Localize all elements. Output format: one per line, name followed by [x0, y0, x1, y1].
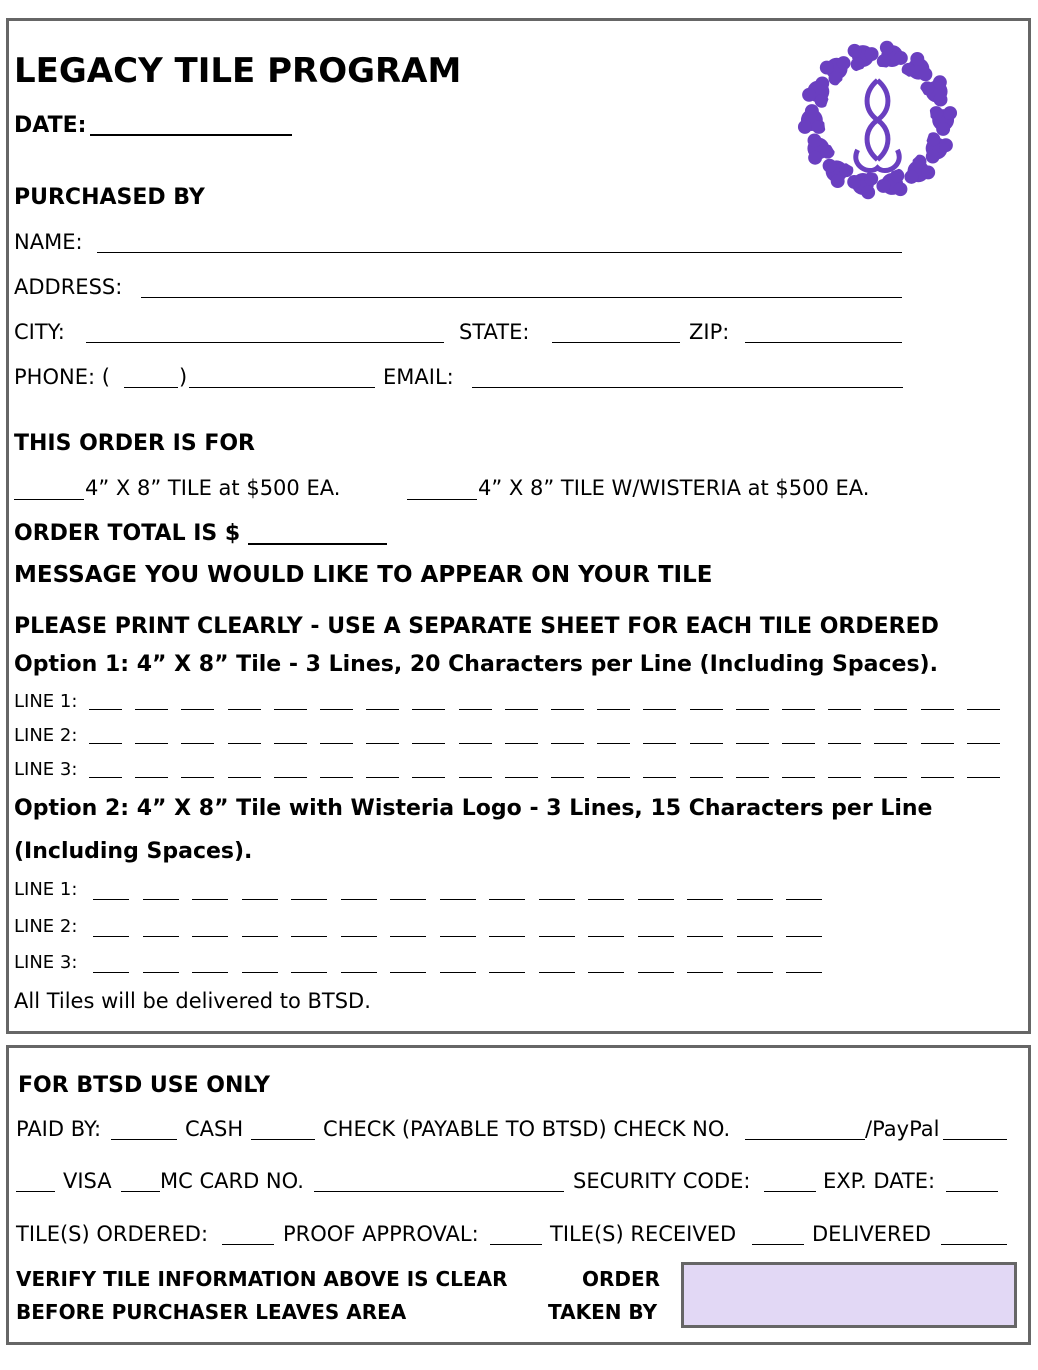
character-blank[interactable] [93, 972, 129, 973]
character-blank[interactable] [921, 709, 954, 710]
proof-approval-label: PROOF APPROVAL: [283, 1222, 479, 1246]
option2-line3-label: LINE 3: [14, 952, 78, 973]
character-blank[interactable] [687, 936, 723, 937]
character-blank[interactable] [93, 899, 129, 900]
option1-line3-label: LINE 3: [14, 759, 78, 780]
character-blank[interactable] [440, 936, 476, 937]
character-blank[interactable] [505, 709, 538, 710]
date-field[interactable] [90, 134, 292, 136]
delivery-note: All Tiles will be delivered to BTSD. [14, 989, 371, 1013]
character-blank[interactable] [551, 743, 584, 744]
page-title: LEGACY TILE PROGRAM [14, 51, 462, 91]
character-blank[interactable] [690, 777, 723, 778]
character-blank[interactable] [736, 743, 769, 744]
option2-title: Option 2: 4” X 8” Tile with Wisteria Logo - 3 Lines, 15 Characters per Line [14, 796, 933, 821]
phone-area-code-field[interactable] [124, 387, 178, 388]
character-blank[interactable] [192, 936, 228, 937]
address-label: ADDRESS: [14, 275, 123, 299]
character-blank[interactable] [967, 743, 1000, 744]
character-blank[interactable] [539, 899, 575, 900]
character-blank[interactable] [539, 972, 575, 973]
visa-field[interactable] [16, 1191, 55, 1192]
taken-by-label: TAKEN BY [548, 1300, 658, 1324]
character-blank[interactable] [135, 743, 168, 744]
character-blank[interactable] [181, 709, 214, 710]
phone-close-paren: ) [179, 365, 188, 389]
character-blank[interactable] [412, 743, 445, 744]
character-blank[interactable] [135, 709, 168, 710]
state-field[interactable] [552, 342, 680, 343]
exp-date-label: EXP. DATE: [823, 1169, 936, 1193]
character-blank[interactable] [341, 899, 377, 900]
character-blank[interactable] [440, 972, 476, 973]
email-label: EMAIL: [383, 365, 454, 389]
character-blank[interactable] [505, 743, 538, 744]
character-blank[interactable] [390, 936, 426, 937]
character-blank[interactable] [291, 936, 327, 937]
character-blank[interactable] [320, 709, 353, 710]
cash-label: CASH [185, 1117, 244, 1141]
character-blank[interactable] [737, 936, 773, 937]
option1-line1-label: LINE 1: [14, 691, 78, 712]
character-blank[interactable] [390, 972, 426, 973]
paid-by-check-field[interactable] [251, 1139, 315, 1140]
character-blank[interactable] [390, 899, 426, 900]
character-blank[interactable] [93, 936, 129, 937]
character-blank[interactable] [242, 899, 278, 900]
character-blank[interactable] [143, 972, 179, 973]
character-blank[interactable] [786, 936, 822, 937]
character-blank[interactable] [412, 777, 445, 778]
purchased-by-heading: PURCHASED BY [14, 185, 205, 210]
character-blank[interactable] [459, 777, 492, 778]
character-blank[interactable] [737, 899, 773, 900]
character-blank[interactable] [539, 936, 575, 937]
card-number-field[interactable] [314, 1191, 564, 1192]
zip-field[interactable] [745, 342, 902, 343]
character-blank[interactable] [782, 709, 815, 710]
character-blank[interactable] [921, 743, 954, 744]
character-blank[interactable] [274, 743, 307, 744]
option2-title-continued: (Including Spaces). [14, 839, 253, 864]
wisteria-tile-quantity-field[interactable] [407, 499, 477, 500]
character-blank[interactable] [320, 777, 353, 778]
tiles-ordered-label: TILE(S) ORDERED: [16, 1222, 209, 1246]
character-blank[interactable] [459, 743, 492, 744]
paypal-label: /PayPal [865, 1117, 940, 1141]
phone-label: PHONE: ( [14, 365, 110, 389]
character-blank[interactable] [89, 709, 122, 710]
character-blank[interactable] [736, 709, 769, 710]
paypal-field[interactable] [943, 1139, 1007, 1140]
message-heading: MESSAGE YOU WOULD LIKE TO APPEAR ON YOUR TILE [14, 562, 713, 588]
character-blank[interactable] [786, 972, 822, 973]
character-blank[interactable] [737, 972, 773, 973]
phone-number-field[interactable] [189, 387, 375, 388]
character-blank[interactable] [690, 709, 723, 710]
order-total-label: ORDER TOTAL IS $ [14, 521, 241, 546]
character-blank[interactable] [89, 777, 122, 778]
character-blank[interactable] [597, 709, 630, 710]
tiles-received-field[interactable] [752, 1244, 804, 1245]
zip-label: ZIP: [689, 320, 730, 344]
character-blank[interactable] [782, 777, 815, 778]
character-blank[interactable] [181, 743, 214, 744]
character-blank[interactable] [690, 743, 723, 744]
character-blank[interactable] [228, 709, 261, 710]
character-blank[interactable] [638, 899, 674, 900]
character-blank[interactable] [366, 709, 399, 710]
character-blank[interactable] [828, 709, 861, 710]
character-blank[interactable] [967, 777, 1000, 778]
character-blank[interactable] [597, 777, 630, 778]
character-blank[interactable] [588, 936, 624, 937]
character-blank[interactable] [736, 777, 769, 778]
wisteria-logo [790, 35, 965, 205]
character-blank[interactable] [341, 972, 377, 973]
character-blank[interactable] [489, 899, 525, 900]
character-blank[interactable] [921, 777, 954, 778]
option2-line2-label: LINE 2: [14, 916, 78, 937]
mc-card-label: MC CARD NO. [160, 1169, 304, 1193]
character-blank[interactable] [341, 936, 377, 937]
character-blank[interactable] [782, 743, 815, 744]
wisteria-tile-option-label: 4” X 8” TILE W/WISTERIA at $500 EA. [478, 476, 870, 500]
character-blank[interactable] [687, 972, 723, 973]
character-blank[interactable] [228, 743, 261, 744]
character-blank[interactable] [291, 899, 327, 900]
tile-quantity-field[interactable] [14, 499, 84, 500]
name-label: NAME: [14, 230, 83, 254]
delivered-field[interactable] [941, 1244, 1007, 1245]
character-blank[interactable] [242, 936, 278, 937]
character-blank[interactable] [687, 899, 723, 900]
tiles-received-label: TILE(S) RECEIVED [550, 1222, 737, 1246]
email-field[interactable] [472, 387, 903, 388]
character-blank[interactable] [440, 899, 476, 900]
character-blank[interactable] [828, 743, 861, 744]
option1-line2-label: LINE 2: [14, 725, 78, 746]
character-blank[interactable] [588, 899, 624, 900]
character-blank[interactable] [597, 743, 630, 744]
paid-by-label: PAID BY: [16, 1117, 102, 1141]
security-code-label: SECURITY CODE: [573, 1169, 751, 1193]
character-blank[interactable] [643, 777, 676, 778]
character-blank[interactable] [551, 777, 584, 778]
option1-title: Option 1: 4” X 8” Tile - 3 Lines, 20 Characters per Line (Including Spaces). [14, 652, 938, 677]
character-blank[interactable] [588, 972, 624, 973]
character-blank[interactable] [412, 709, 445, 710]
character-blank[interactable] [192, 972, 228, 973]
character-blank[interactable] [505, 777, 538, 778]
security-code-field[interactable] [764, 1191, 816, 1192]
order-label: ORDER [582, 1267, 661, 1291]
character-blank[interactable] [143, 936, 179, 937]
order-taken-by-field[interactable] [681, 1262, 1017, 1328]
tiles-ordered-field[interactable] [222, 1244, 274, 1245]
character-blank[interactable] [489, 972, 525, 973]
character-blank[interactable] [366, 743, 399, 744]
print-instructions: PLEASE PRINT CLEARLY - USE A SEPARATE SHEET FOR EACH TILE ORDERED [14, 614, 939, 639]
character-blank[interactable] [786, 899, 822, 900]
address-field[interactable] [141, 297, 902, 298]
tile-option-label: 4” X 8” TILE at $500 EA. [85, 476, 341, 500]
verify-line1: VERIFY TILE INFORMATION ABOVE IS CLEAR [16, 1267, 508, 1291]
option2-line1-label: LINE 1: [14, 879, 78, 900]
character-blank[interactable] [874, 743, 907, 744]
character-blank[interactable] [291, 972, 327, 973]
character-blank[interactable] [274, 709, 307, 710]
character-blank[interactable] [967, 709, 1000, 710]
office-heading: FOR BTSD USE ONLY [18, 1073, 270, 1098]
city-label: CITY: [14, 320, 65, 344]
paid-by-cash-field[interactable] [111, 1139, 177, 1140]
city-field[interactable] [86, 342, 444, 343]
character-blank[interactable] [143, 899, 179, 900]
mc-field[interactable] [121, 1191, 160, 1192]
character-blank[interactable] [874, 777, 907, 778]
order-heading: THIS ORDER IS FOR [14, 431, 256, 456]
character-blank[interactable] [643, 743, 676, 744]
visa-label: VISA [63, 1169, 112, 1193]
character-blank[interactable] [274, 777, 307, 778]
character-blank[interactable] [489, 936, 525, 937]
check-label: CHECK (PAYABLE TO BTSD) CHECK NO. [323, 1117, 731, 1141]
order-total-field[interactable] [248, 543, 387, 545]
character-blank[interactable] [874, 709, 907, 710]
character-blank[interactable] [366, 777, 399, 778]
proof-approval-field[interactable] [490, 1244, 542, 1245]
delivered-label: DELIVERED [812, 1222, 931, 1246]
date-label: DATE: [14, 113, 87, 138]
name-field[interactable] [97, 252, 902, 253]
character-blank[interactable] [135, 777, 168, 778]
character-blank[interactable] [228, 777, 261, 778]
character-blank[interactable] [320, 743, 353, 744]
character-blank[interactable] [643, 709, 676, 710]
character-blank[interactable] [192, 899, 228, 900]
character-blank[interactable] [828, 777, 861, 778]
character-blank[interactable] [459, 709, 492, 710]
character-blank[interactable] [551, 709, 584, 710]
check-number-field[interactable] [745, 1139, 865, 1140]
verify-line2: BEFORE PURCHASER LEAVES AREA [16, 1300, 407, 1324]
character-blank[interactable] [242, 972, 278, 973]
character-blank[interactable] [638, 972, 674, 973]
exp-date-field[interactable] [946, 1191, 998, 1192]
state-label: STATE: [459, 320, 530, 344]
character-blank[interactable] [638, 936, 674, 937]
character-blank[interactable] [89, 743, 122, 744]
character-blank[interactable] [181, 777, 214, 778]
